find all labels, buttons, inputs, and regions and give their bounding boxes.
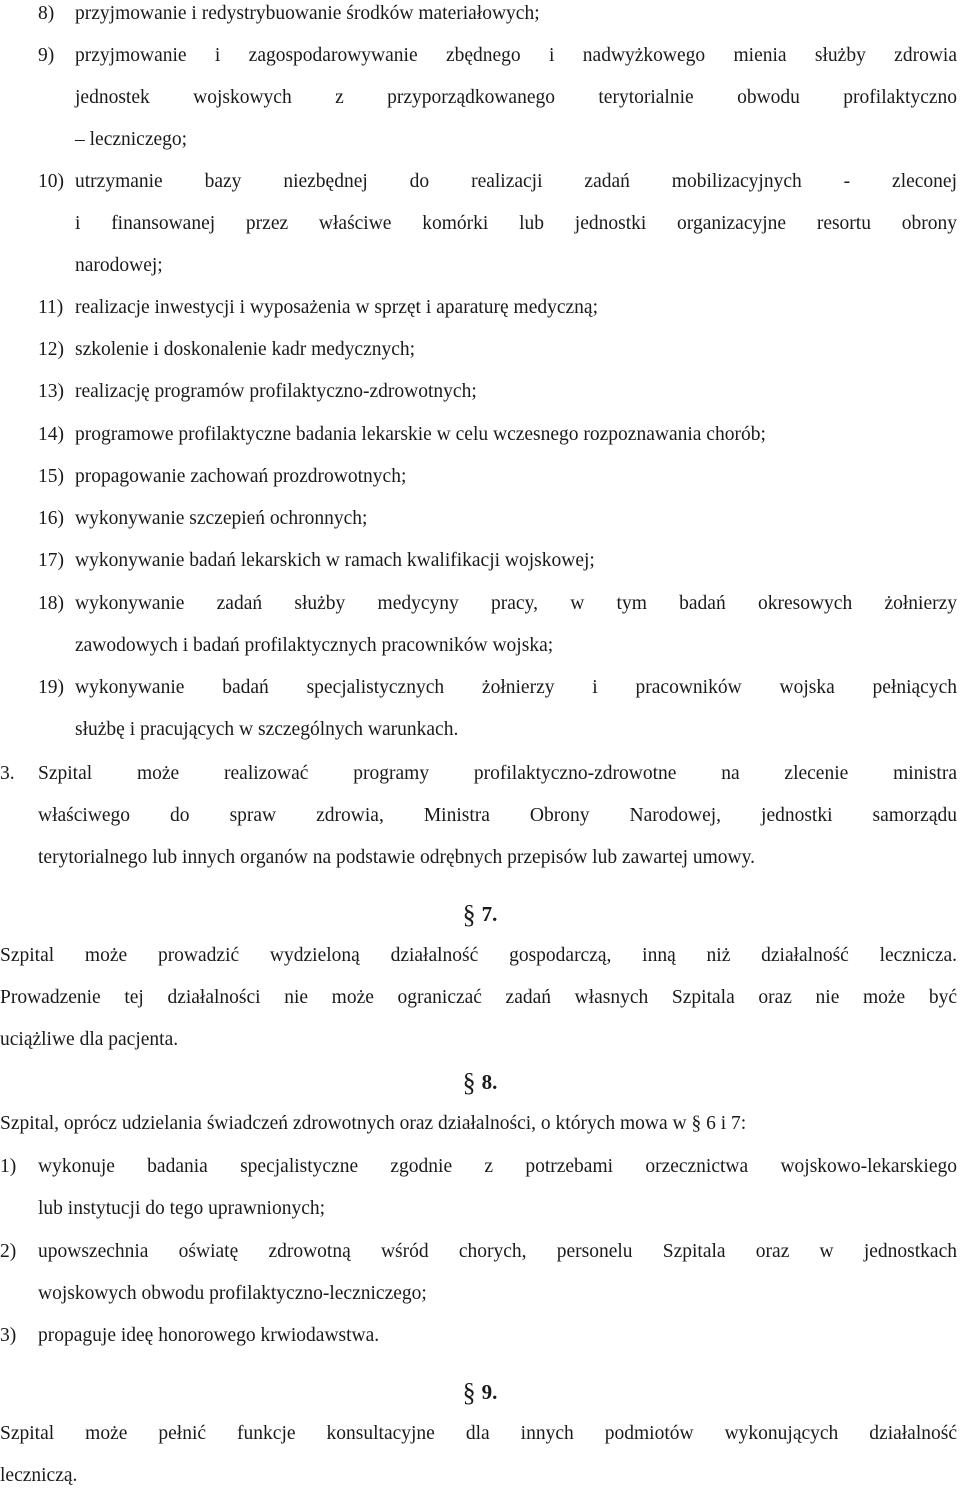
item-text: wykonywanie badań lekarskich w ramach kwalifikacji wojskowej; bbox=[75, 550, 595, 571]
paragraph-text: uciążliwe dla pacjenta. bbox=[0, 1029, 179, 1050]
item-number: 8) bbox=[38, 3, 55, 24]
item-text: programowe profilaktyczne badania lekarskie w celu wczesnego rozpoznawania chorób; bbox=[75, 424, 766, 445]
item-text: przyjmowanie i redystrybuowanie środków materiałowych; bbox=[75, 3, 540, 24]
item-number: 10) bbox=[38, 171, 64, 192]
paragraph-text: Szpital może prowadzić wydzieloną działalność gospodarczą, inną niż działalność lecznicza. bbox=[0, 945, 957, 966]
item-text: wykonuje badania specjalistyczne zgodnie z potrzebami orzecznictwa wojskowo-lekarskiego bbox=[38, 1156, 957, 1177]
item-number: 9) bbox=[38, 45, 55, 66]
paragraph-text: Prowadzenie tej działalności nie może ograniczać zadań własnych Szpitala oraz nie może być bbox=[0, 987, 957, 1008]
item-text: wojskowych obwodu profilaktyczno-leczniczego; bbox=[38, 1283, 427, 1304]
item-number: 11) bbox=[38, 297, 64, 318]
item-text: lub instytucji do tego uprawnionych; bbox=[38, 1198, 326, 1219]
item-text: utrzymanie bazy niezbędnej do realizacji zadań mobilizacyjnych - zleconej bbox=[75, 171, 957, 192]
paragraph-text: leczniczą. bbox=[0, 1465, 78, 1486]
item-text: propaguje ideę honorowego krwiodawstwa. bbox=[38, 1325, 380, 1346]
item-text: narodowej; bbox=[75, 255, 163, 276]
paragraph-text: Szpital może pełnić funkcje konsultacyjne dla innych podmiotów wykonujących działalność bbox=[0, 1423, 957, 1444]
point-text: Szpital może realizować programy profilaktyczno-zdrowotne na zlecenie ministra bbox=[38, 763, 957, 784]
section-number: 7. bbox=[481, 902, 498, 926]
item-text: upowszechnia oświatę zdrowotną wśród chorych, personelu Szpitala oraz w jednostkach bbox=[38, 1241, 957, 1262]
item-text: realizacje inwestycji i wyposażenia w sprzęt i aparaturę medyczną; bbox=[75, 297, 598, 318]
item-number: 19) bbox=[38, 677, 64, 698]
item-number: 3) bbox=[0, 1325, 17, 1346]
point-text: terytorialnego lub innych organów na podstawie odrębnych przepisów lub zawartej umowy. bbox=[38, 847, 755, 868]
section-number: 8. bbox=[481, 1070, 498, 1094]
item-number: 17) bbox=[38, 550, 64, 571]
section-symbol: § bbox=[462, 1378, 476, 1407]
item-text: wykonywanie szczepień ochronnych; bbox=[75, 508, 368, 529]
item-text: – leczniczego; bbox=[75, 129, 188, 150]
item-number: 1) bbox=[0, 1156, 17, 1177]
item-number: 18) bbox=[38, 593, 64, 614]
item-text: służbę i pracujących w szczególnych warunkach. bbox=[75, 719, 459, 740]
item-number: 13) bbox=[38, 381, 64, 402]
item-number: 14) bbox=[38, 424, 64, 445]
item-number: 2) bbox=[0, 1241, 17, 1262]
item-text: przyjmowanie i zagospodarowywanie zbędnego i nadwyżkowego mienia służby zdrowia bbox=[75, 45, 957, 66]
item-number: 12) bbox=[38, 339, 64, 360]
section-symbol: § bbox=[462, 1068, 476, 1097]
item-text: zawodowych i badań profilaktycznych pracowników wojska; bbox=[75, 635, 554, 656]
section-heading bbox=[0, 1379, 960, 1406]
point-text: właściwego do spraw zdrowia, Ministra Obrony Narodowej, jednostki samorządu bbox=[38, 805, 957, 826]
item-number: 16) bbox=[38, 508, 64, 529]
section-heading bbox=[0, 901, 960, 928]
item-text: wykonywanie badań specjalistycznych żołnierzy i pracowników wojska pełniących bbox=[75, 677, 957, 698]
section-number: 9. bbox=[481, 1380, 498, 1404]
item-text: wykonywanie zadań służby medycyny pracy, w tym badań okresowych żołnierzy bbox=[75, 593, 957, 614]
section-heading bbox=[0, 1069, 960, 1096]
item-text: szkolenie i doskonalenie kadr medycznych; bbox=[75, 339, 416, 360]
item-text: jednostek wojskowych z przyporządkowanego terytorialnie obwodu profilaktyczno bbox=[75, 87, 957, 108]
item-text: realizację programów profilaktyczno-zdrowotnych; bbox=[75, 381, 477, 402]
item-text: propagowanie zachowań prozdrowotnych; bbox=[75, 466, 407, 487]
paragraph-intro: Szpital, oprócz udzielania świadczeń zdrowotnych oraz działalności, o których mowa w § 6 i 7: bbox=[0, 1113, 747, 1134]
item-text: i finansowanej przez właściwe komórki lub jednostki organizacyjne resortu obrony bbox=[75, 213, 957, 234]
point-number: 3. bbox=[0, 763, 15, 784]
item-number: 15) bbox=[38, 466, 64, 487]
section-symbol: § bbox=[462, 900, 476, 929]
